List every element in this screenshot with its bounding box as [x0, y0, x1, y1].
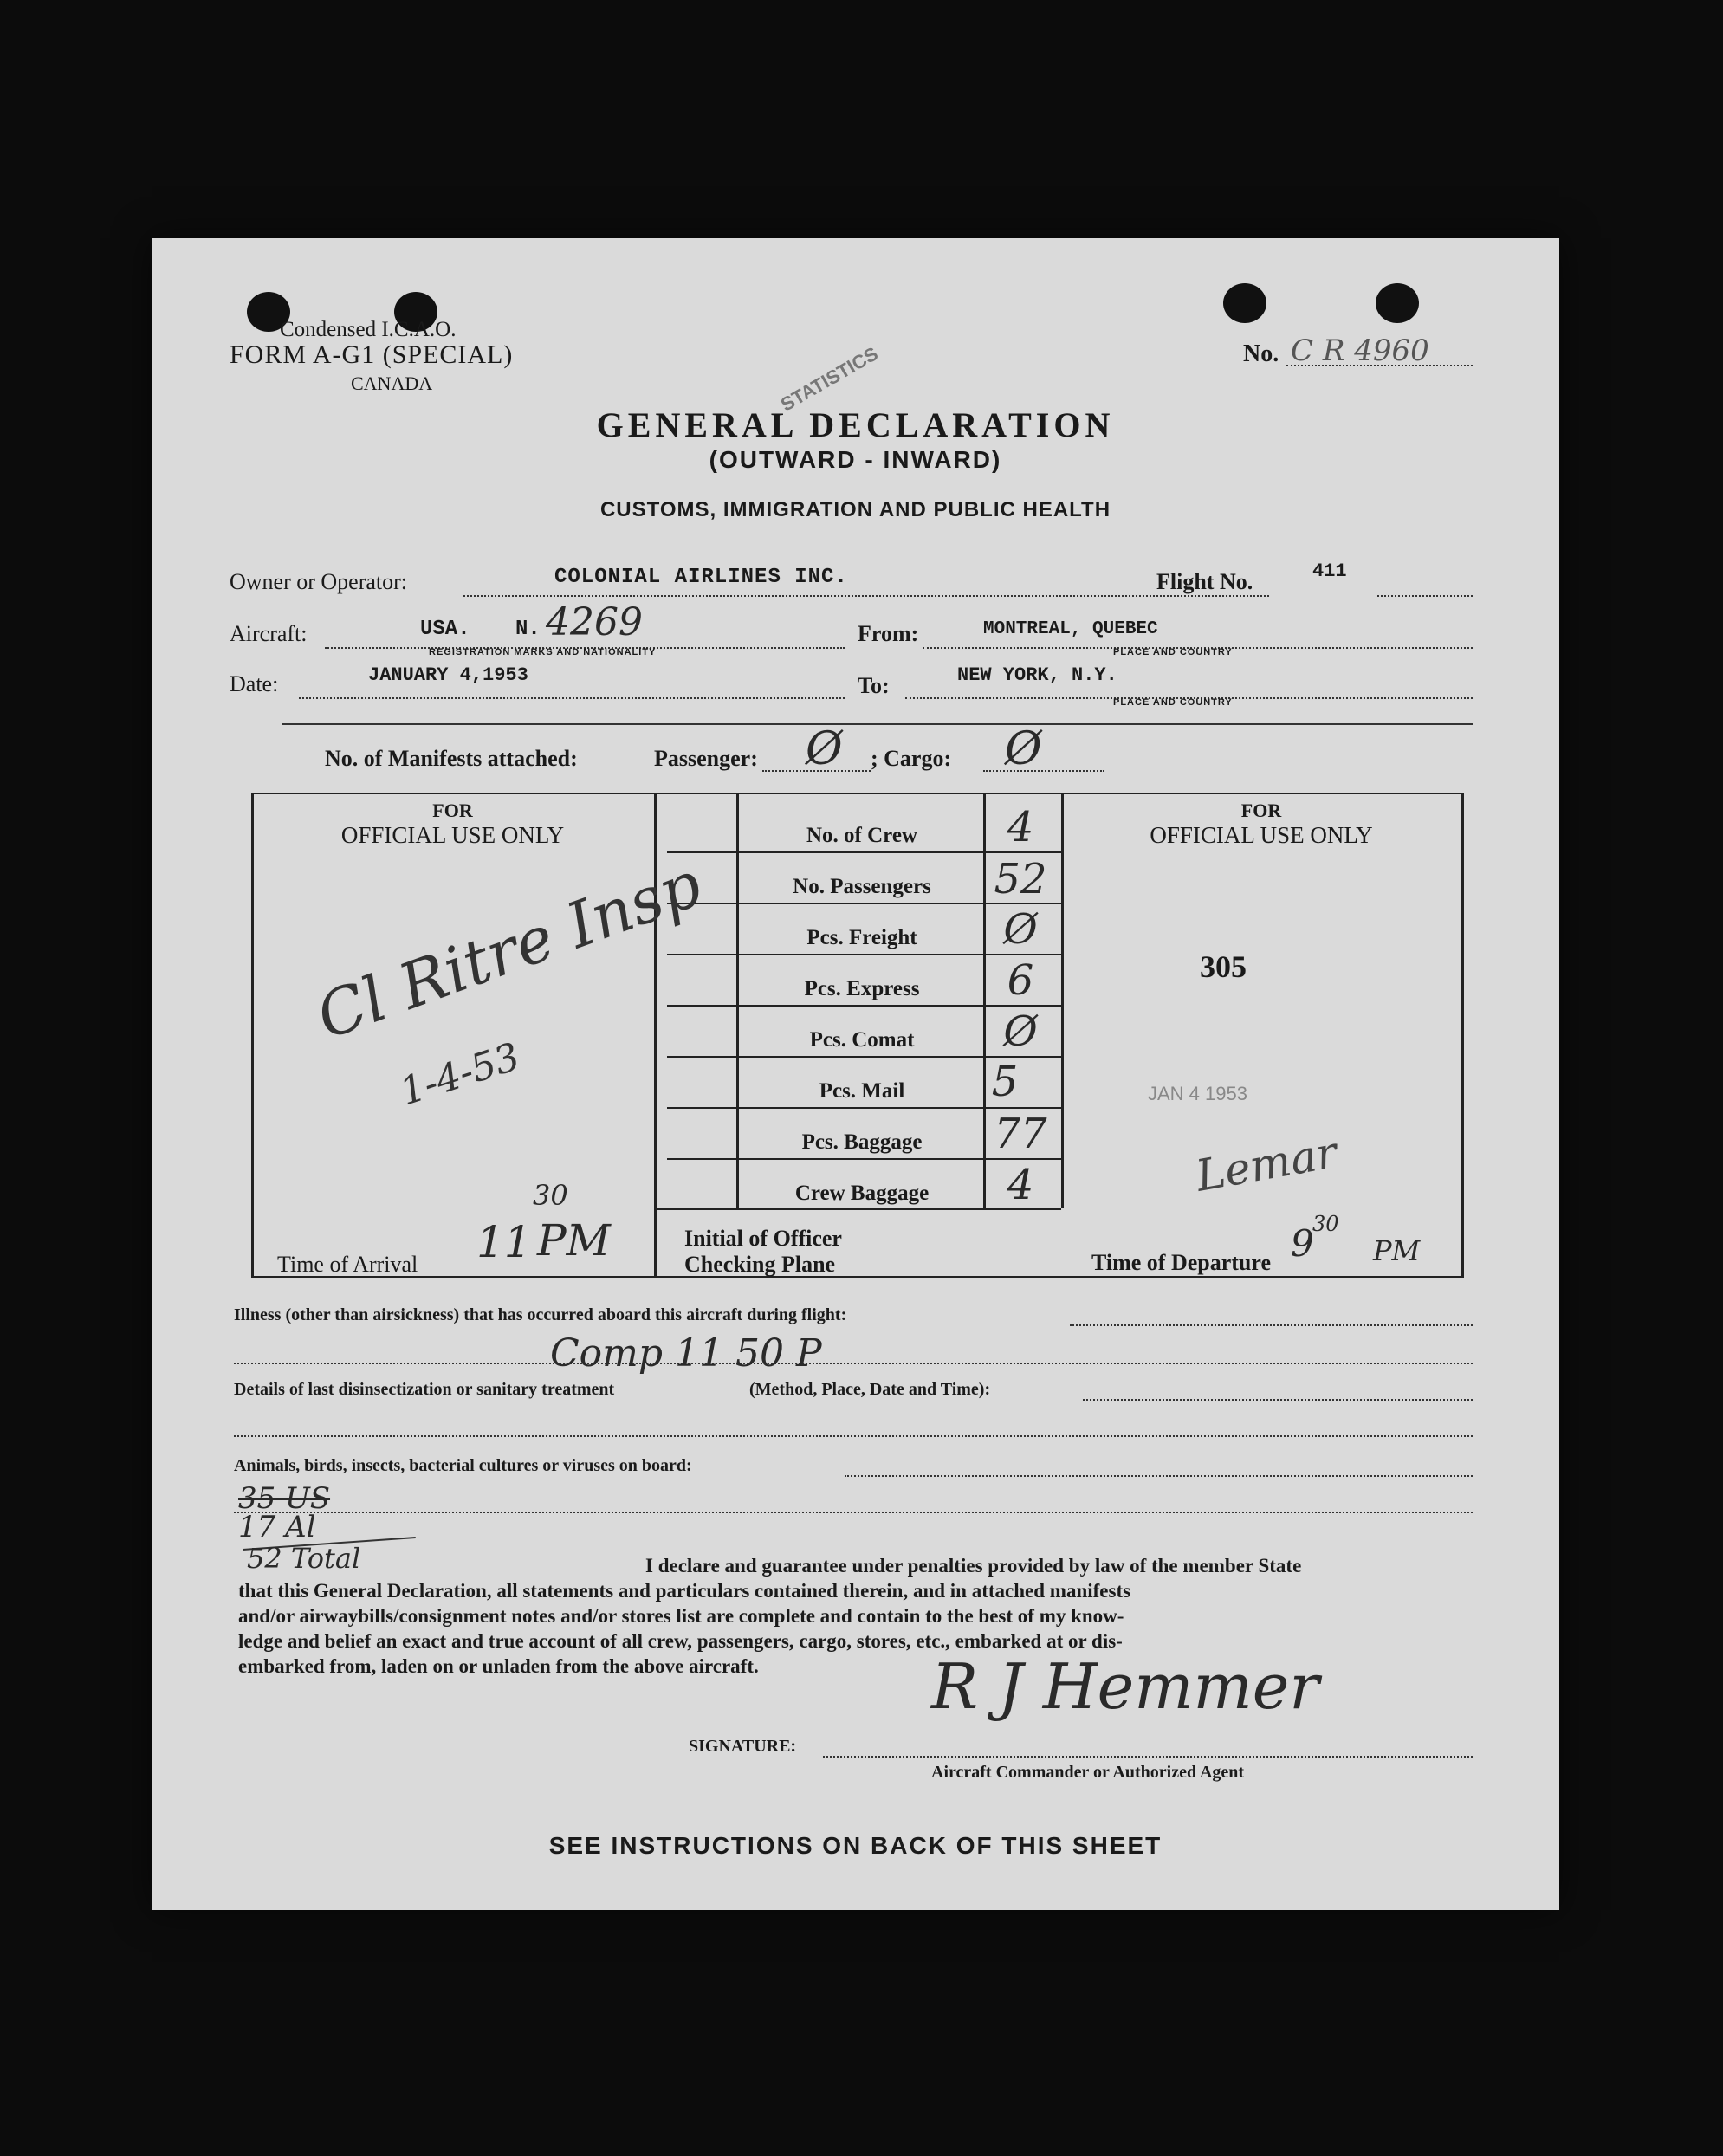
declaration-line-1: I declare and guarantee under penalties provided by law of the member State [645, 1555, 1302, 1577]
comat-label: Pcs. Comat [809, 1028, 915, 1052]
cargo-manifest-value: Ø [1005, 723, 1042, 775]
signature-label: SIGNATURE: [689, 1737, 797, 1756]
baggage-label: Pcs. Baggage [801, 1130, 923, 1154]
disinsectization-label: Details of last disinsectization or sanitary treatment [234, 1380, 615, 1399]
aircraft-registration: 4269 [546, 600, 643, 644]
from-value: MONTREAL, QUEBEC [983, 619, 1158, 639]
form-country: CANADA [351, 372, 433, 394]
date-stamp: JAN 4 1953 [1148, 1083, 1247, 1104]
aircraft-nationality: USA. [420, 618, 470, 641]
official-use-left: OFFICIAL USE ONLY [340, 822, 565, 848]
row-line [667, 1107, 1061, 1109]
express-value: 6 [1007, 956, 1034, 1005]
illness-label: Illness (other than airsickness) that has occurred aboard this aircraft during flight: [234, 1305, 847, 1324]
owner-line [463, 595, 1269, 597]
declaration-number-value: C R 4960 [1291, 333, 1429, 368]
separator [282, 723, 1473, 725]
table-bottom-border [251, 1276, 1464, 1278]
to-value: NEW YORK, N.Y. [957, 664, 1117, 686]
passengers-label: No. Passengers [793, 875, 931, 898]
table-divider [1061, 793, 1064, 1208]
baggage-value: 77 [994, 1110, 1047, 1158]
punch-hole [1223, 283, 1266, 323]
departure-minutes: 30 [1312, 1212, 1339, 1236]
declaration-line-5: embarked from, laden on or unladen from the above aircraft. [238, 1655, 759, 1677]
row-line [654, 1208, 1061, 1210]
owner-label: Owner or Operator: [230, 569, 408, 594]
tally-total: 52 Total [247, 1542, 361, 1575]
page-heading: CUSTOMS, IMMIGRATION AND PUBLIC HEALTH [599, 498, 1111, 521]
illness-line [1070, 1324, 1473, 1326]
arrival-label: Time of Arrival [277, 1252, 418, 1277]
disinsectization-line-2 [234, 1435, 1473, 1437]
declaration-line-3: and/or airwaybills/consignment notes and/or stores list are complete and contain to the best of my know- [238, 1605, 1124, 1627]
date-value: JANUARY 4,1953 [368, 664, 528, 686]
signature-caption: Aircraft Commander or Authorized Agent [931, 1763, 1245, 1782]
from-label: From: [858, 621, 919, 646]
tally-line-2: 17 Al [238, 1510, 316, 1544]
inspection-date: 1-4-53 [394, 1034, 526, 1115]
date-line [299, 697, 845, 699]
aircraft-prefix: N. [515, 618, 541, 641]
tally-line-1: 35 US [238, 1481, 331, 1516]
owner-value: COLONIAL AIRLINES INC. [554, 566, 848, 589]
crew-baggage-value: 4 [1007, 1161, 1034, 1209]
form-authority: Condensed I.C.A.O. [280, 318, 457, 341]
departure-label: Time of Departure [1091, 1250, 1271, 1275]
table-right-border [1461, 793, 1464, 1278]
crew-count-label: No. of Crew [806, 824, 917, 847]
illness-line-2 [234, 1363, 1473, 1364]
signature-line [823, 1756, 1473, 1758]
passengers-value: 52 [994, 855, 1047, 903]
declaration-line-2: that this General Declaration, all statements and particulars contained therein, and in attached manifests [238, 1580, 1131, 1602]
official-use-right: OFFICIAL USE ONLY [1150, 822, 1373, 848]
departure-hour: 9 [1291, 1222, 1314, 1265]
to-label: To: [858, 673, 890, 698]
crew-count-value: 4 [1007, 803, 1034, 851]
aircraft-label: Aircraft: [230, 621, 308, 646]
table-left-border [251, 793, 254, 1278]
manifests-label: No. of Manifests attached: [325, 746, 578, 771]
arrival-minutes: 30 [533, 1179, 568, 1212]
declaration-number-label: No. [1243, 340, 1279, 367]
animals-label: Animals, birds, insects, bacterial cultures or viruses on board: [234, 1456, 692, 1475]
official-code: 305 [1200, 949, 1247, 984]
page-subtitle: (OUTWARD - INWARD) [709, 446, 1002, 473]
aircraft-caption: REGISTRATION MARKS AND NATIONALITY [429, 647, 657, 657]
from-caption: PLACE AND COUNTRY [1113, 647, 1233, 657]
express-label: Pcs. Express [804, 977, 920, 1000]
form-number: FORM A-G1 (SPECIAL) [230, 340, 514, 369]
row-line [667, 1005, 1061, 1007]
row-line [667, 903, 1061, 904]
statistics-stamp: STATISTICS [776, 342, 882, 416]
crew-baggage-label: Crew Baggage [794, 1182, 930, 1205]
official-initials: Lemar [1192, 1127, 1341, 1201]
to-caption: PLACE AND COUNTRY [1113, 697, 1233, 708]
row-line [667, 954, 1061, 955]
freight-value: Ø [1003, 905, 1038, 954]
punch-hole [1376, 283, 1419, 323]
inspector-signature: Cl Ritre Insp [307, 847, 711, 1053]
table-top-border [251, 793, 1464, 794]
form-sheet [152, 238, 1559, 1910]
arrival-ampm: PM [537, 1215, 611, 1266]
disinsectization-method: (Method, Place, Date and Time): [749, 1380, 991, 1399]
commander-signature: R J Hemmer [931, 1650, 1319, 1723]
footer-instructions: SEE INSTRUCTIONS ON BACK OF THIS SHEET [548, 1832, 1163, 1859]
comat-value: Ø [1003, 1007, 1038, 1056]
disinsectization-line [1083, 1399, 1473, 1401]
cargo-manifest-label: ; Cargo: [871, 746, 952, 771]
number-line [1286, 365, 1473, 366]
checking-plane-label: Checking Plane [684, 1252, 836, 1277]
page-title: GENERAL DECLARATION [596, 405, 1115, 444]
initial-officer-label: Initial of Officer [684, 1226, 842, 1251]
illness-note: Comp 11 50 P [550, 1331, 822, 1376]
passenger-manifest-label: Passenger: [654, 746, 758, 771]
flight-line [1377, 595, 1473, 597]
declaration-line-4: ledge and belief an exact and true account of all crew, passengers, cargo, stores, etc., embarked at or dis- [238, 1630, 1123, 1652]
date-label: Date: [230, 671, 279, 696]
mail-label: Pcs. Mail [819, 1079, 905, 1103]
freight-label: Pcs. Freight [806, 926, 917, 949]
cargo-manifest-line [983, 770, 1104, 772]
official-use-for-left: FOR [432, 800, 473, 821]
official-use-for-right: FOR [1240, 800, 1282, 821]
flight-label: Flight No. [1156, 569, 1253, 594]
animals-line [845, 1475, 1473, 1477]
mail-value: 5 [991, 1058, 1019, 1106]
arrival-hour: 11 [476, 1217, 532, 1267]
row-line [667, 1158, 1061, 1160]
passenger-manifest-value: Ø [806, 723, 843, 775]
departure-ampm: PM [1373, 1234, 1421, 1267]
row-line [667, 851, 1061, 853]
animals-line-2 [234, 1512, 1473, 1513]
flight-value: 411 [1312, 560, 1347, 582]
